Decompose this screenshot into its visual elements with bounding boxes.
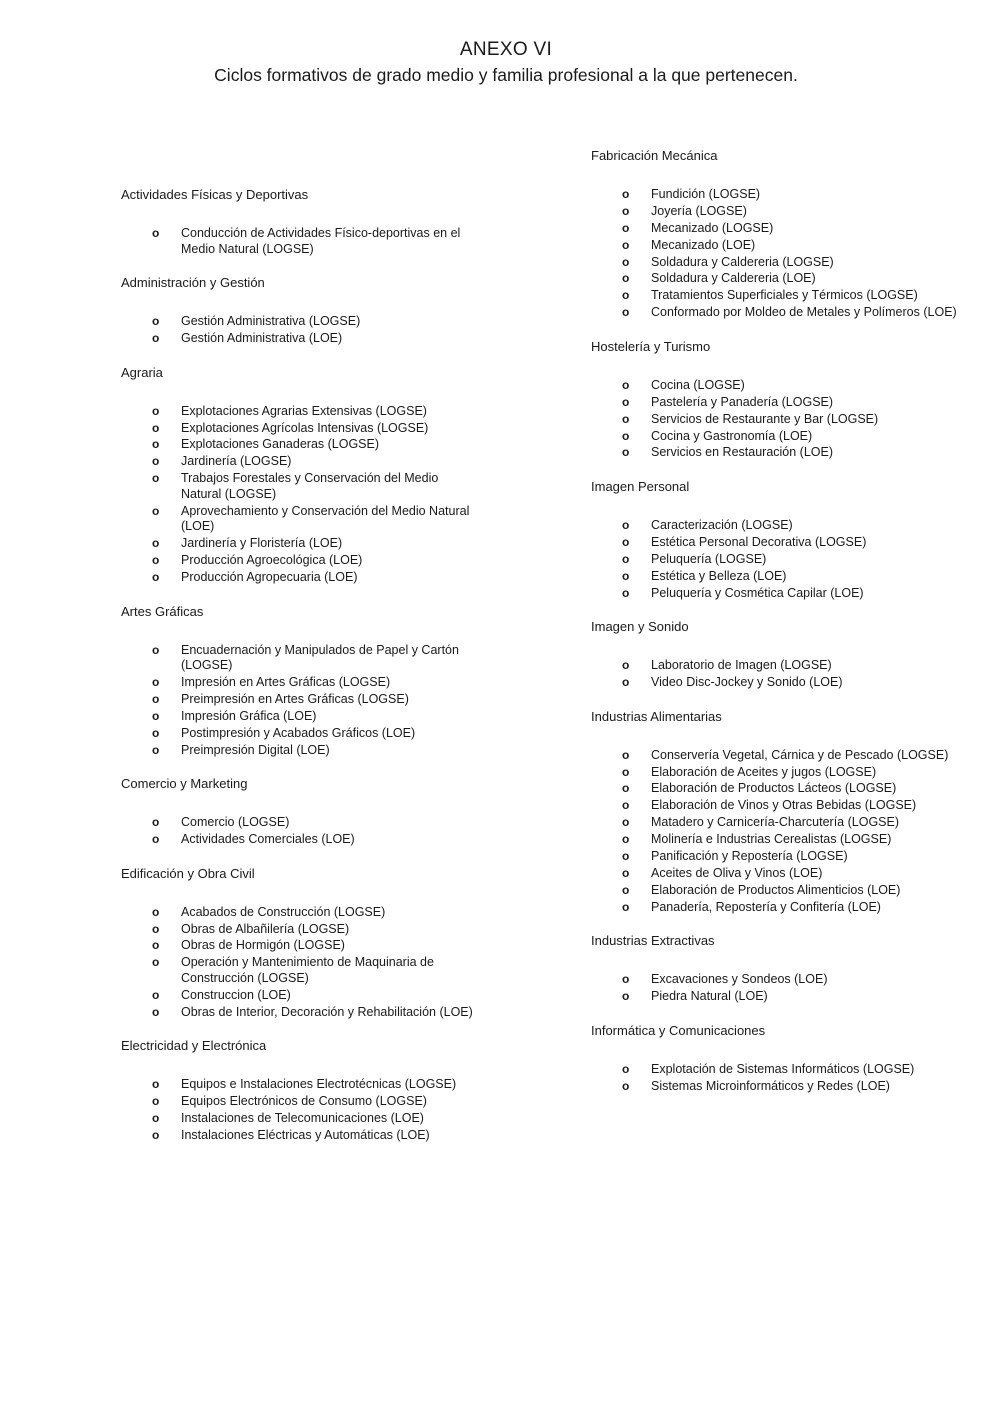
- family-section: [121, 865, 481, 1021]
- right-column: [591, 147, 971, 1111]
- list-item: [591, 255, 971, 271]
- family-heading: Comercio y Marketing: [121, 776, 248, 792]
- bullet-marker: o: [622, 781, 630, 796]
- list-item: [121, 471, 481, 502]
- cycle-list: [591, 748, 971, 916]
- list-item: [121, 1111, 481, 1127]
- bullet-marker: o: [622, 220, 630, 235]
- list-item: [591, 535, 971, 551]
- list-item: [121, 536, 481, 552]
- bullet-marker: o: [622, 865, 630, 880]
- cycle-name: Peluquería y Cosmética Capilar (LOE): [651, 585, 864, 600]
- list-item: [591, 187, 971, 203]
- cycle-list: [121, 905, 481, 1021]
- cycle-name: Gestión Administrativa (LOE): [181, 331, 343, 346]
- bullet-marker: o: [152, 708, 160, 723]
- family-heading: Administración y Gestión: [121, 275, 265, 291]
- bullet-marker: o: [622, 203, 630, 218]
- bullet-marker: o: [622, 798, 630, 813]
- cycle-name: Panadería, Repostería y Confitería (LOE): [651, 899, 881, 914]
- list-item: [121, 815, 481, 831]
- cycle-name: Joyería (LOGSE): [651, 203, 747, 218]
- bullet-marker: o: [622, 394, 630, 409]
- bullet-marker: o: [152, 955, 160, 970]
- list-item: [591, 305, 971, 321]
- list-item: [121, 504, 481, 535]
- list-item: [591, 781, 971, 797]
- list-item: [591, 586, 971, 602]
- bullet-marker: o: [622, 445, 630, 460]
- cycle-name: Actividades Comerciales (LOE): [181, 832, 355, 847]
- list-item: [591, 288, 971, 304]
- cycle-name: Aprovechamiento y Conservación del Medio Natural (LOE): [181, 503, 470, 534]
- family-section: [591, 932, 971, 1004]
- family-heading: Agraria: [121, 364, 163, 380]
- bullet-marker: o: [622, 899, 630, 914]
- bullet-marker: o: [152, 331, 160, 346]
- bullet-marker: o: [622, 187, 630, 201]
- list-item: [121, 905, 481, 921]
- bullet-marker: o: [622, 568, 630, 583]
- cycle-name: Estética y Belleza (LOE): [651, 568, 787, 583]
- document-header: [0, 38, 1000, 86]
- cycle-name: Producción Agroecológica (LOE): [181, 553, 363, 568]
- cycle-name: Caracterización (LOGSE): [651, 517, 793, 532]
- list-item: [591, 395, 971, 411]
- list-item: [591, 849, 971, 865]
- cycle-name: Piedra Natural (LOE): [651, 989, 768, 1004]
- list-item: [591, 429, 971, 445]
- list-item: [591, 765, 971, 781]
- cycle-name: Laboratorio de Imagen (LOGSE): [651, 658, 832, 673]
- cycle-name: Sistemas Microinformáticos y Redes (LOE): [651, 1078, 890, 1093]
- cycle-name: Instalaciones de Telecomunicaciones (LOE): [181, 1111, 424, 1126]
- bullet-marker: o: [152, 569, 160, 584]
- cycle-list: [591, 1062, 971, 1094]
- cycle-name: Molinería e Industrias Cerealistas (LOGSE): [651, 832, 892, 847]
- cycle-name: Video Disc-Jockey y Sonido (LOE): [651, 675, 843, 690]
- list-item: [591, 900, 971, 916]
- bullet-marker: o: [622, 271, 630, 286]
- family-section: [591, 708, 971, 916]
- cycle-name: Explotaciones Agrarias Extensivas (LOGSE): [181, 403, 427, 418]
- list-item: [591, 883, 971, 899]
- cycle-name: Preimpresión en Artes Gráficas (LOGSE): [181, 691, 409, 706]
- list-item: [591, 445, 971, 461]
- bullet-marker: o: [622, 848, 630, 863]
- bullet-marker: o: [152, 420, 160, 435]
- cycle-name: Explotaciones Ganaderas (LOGSE): [181, 437, 380, 452]
- cycle-name: Gestión Administrativa (LOGSE): [181, 314, 361, 329]
- bullet-marker: o: [152, 987, 160, 1002]
- list-item: [121, 743, 481, 759]
- list-item: [591, 221, 971, 237]
- cycle-name: Equipos Electrónicos de Consumo (LOGSE): [181, 1094, 427, 1109]
- cycle-name: Matadero y Carnicería-Charcutería (LOGSE): [651, 815, 900, 830]
- bullet-marker: o: [622, 832, 630, 847]
- bullet-marker: o: [622, 675, 630, 690]
- bullet-marker: o: [152, 815, 160, 830]
- cycle-list: [591, 658, 971, 690]
- list-item: [121, 692, 481, 708]
- cycle-name: Mecanizado (LOGSE): [651, 220, 774, 235]
- list-item: [121, 553, 481, 569]
- list-item: [591, 815, 971, 831]
- cycle-name: Conducción de Actividades Físico-deportivas en el Medio Natural (LOGSE): [181, 226, 461, 256]
- cycle-name: Pastelería y Panadería (LOGSE): [651, 394, 834, 409]
- cycle-list: [591, 378, 971, 461]
- bullet-marker: o: [152, 536, 160, 551]
- bullet-marker: o: [622, 972, 630, 987]
- bullet-marker: o: [152, 675, 160, 690]
- bullet-marker: o: [622, 305, 630, 320]
- family-section: [591, 338, 971, 461]
- bullet-marker: o: [622, 585, 630, 600]
- family-section: [121, 603, 481, 759]
- cycle-name: Cocina y Gastronomía (LOE): [651, 428, 813, 443]
- list-item: [591, 569, 971, 585]
- family-heading: Hostelería y Turismo: [591, 338, 711, 354]
- bullet-marker: o: [152, 1094, 160, 1109]
- cycle-list: [591, 187, 971, 321]
- family-heading: Edificación y Obra Civil: [121, 865, 255, 881]
- list-item: [591, 1079, 971, 1095]
- list-item: [121, 832, 481, 848]
- cycle-name: Impresión Gráfica (LOE): [181, 708, 317, 723]
- cycle-name: Elaboración de Vinos y Otras Bebidas (LOGSE): [651, 798, 917, 813]
- list-item: [121, 643, 481, 674]
- family-heading: Industrias Extractivas: [591, 933, 715, 949]
- bullet-marker: o: [622, 989, 630, 1004]
- page-subtitle: Ciclos formativos de grado medio y familia profesional a la que pertenecen.: [214, 65, 798, 85]
- list-item: [121, 955, 481, 986]
- bullet-marker: o: [622, 658, 630, 673]
- family-section: [121, 274, 481, 346]
- bullet-marker: o: [622, 411, 630, 426]
- list-item: [591, 989, 971, 1005]
- cycle-name: Explotación de Sistemas Informáticos (LOGSE): [651, 1061, 915, 1076]
- list-item: [121, 437, 481, 453]
- cycle-name: Elaboración de Productos Lácteos (LOGSE): [651, 781, 897, 796]
- bullet-marker: o: [152, 904, 160, 919]
- bullet-marker: o: [152, 226, 160, 240]
- cycle-name: Soldadura y Caldereria (LOGSE): [651, 254, 834, 269]
- cycle-name: Aceites de Oliva y Vinos (LOE): [651, 865, 823, 880]
- list-item: [121, 1128, 481, 1144]
- bullet-marker: o: [152, 403, 160, 418]
- cycle-name: Producción Agropecuaria (LOE): [181, 569, 358, 584]
- list-item: [591, 1062, 971, 1078]
- family-section: [591, 1022, 971, 1094]
- cycle-list: [591, 972, 971, 1004]
- cycle-name: Acabados de Construcción (LOGSE): [181, 904, 386, 919]
- cycle-name: Mecanizado (LOE): [651, 237, 756, 252]
- bullet-marker: o: [152, 725, 160, 740]
- bullet-marker: o: [152, 642, 160, 657]
- cycle-list: [121, 404, 481, 586]
- list-item: [591, 972, 971, 988]
- cycle-name: Elaboración de Aceites y jugos (LOGSE): [651, 764, 877, 779]
- cycle-list: [121, 226, 481, 257]
- bullet-marker: o: [622, 1061, 630, 1076]
- cycle-list: [591, 518, 971, 601]
- family-heading: Imagen y Sonido: [591, 619, 689, 635]
- list-item: [591, 412, 971, 428]
- cycle-name: Estética Personal Decorativa (LOGSE): [651, 534, 867, 549]
- list-item: [591, 832, 971, 848]
- list-item: [121, 454, 481, 470]
- cycle-name: Fundición (LOGSE): [651, 187, 761, 201]
- family-heading: Actividades Físicas y Deportivas: [121, 187, 309, 202]
- bullet-marker: o: [622, 534, 630, 549]
- bullet-marker: o: [152, 314, 160, 329]
- list-item: [121, 675, 481, 691]
- cycle-name: Panificación y Repostería (LOGSE): [651, 848, 848, 863]
- list-item: [121, 726, 481, 742]
- cycle-name: Jardinería (LOGSE): [181, 454, 292, 469]
- cycle-name: Obras de Hormigón (LOGSE): [181, 938, 345, 953]
- cycle-name: Postimpresión y Acabados Gráficos (LOE): [181, 725, 416, 740]
- cycle-list: [121, 815, 481, 847]
- family-heading: Industrias Alimentarias: [591, 708, 722, 724]
- family-section: [121, 1037, 481, 1143]
- list-item: [121, 314, 481, 330]
- list-item: [121, 922, 481, 938]
- list-item: [591, 658, 971, 674]
- bullet-marker: o: [622, 517, 630, 532]
- list-item: [121, 988, 481, 1004]
- cycle-name: Preimpresión Digital (LOE): [181, 742, 330, 757]
- list-item: [591, 866, 971, 882]
- bullet-marker: o: [622, 882, 630, 897]
- family-section: [121, 186, 481, 257]
- bullet-marker: o: [622, 428, 630, 443]
- bullet-marker: o: [152, 553, 160, 568]
- list-item: [591, 798, 971, 814]
- list-item: [591, 378, 971, 394]
- cycle-name: Cocina (LOGSE): [651, 377, 745, 392]
- bullet-marker: o: [622, 764, 630, 779]
- cycle-name: Servicios de Restaurante y Bar (LOGSE): [651, 411, 879, 426]
- family-section: [591, 147, 971, 321]
- family-section: [121, 775, 481, 847]
- cycle-name: Encuadernación y Manipulados de Papel y Cartón (LOGSE): [181, 642, 459, 673]
- bullet-marker: o: [152, 1111, 160, 1126]
- cycle-name: Impresión en Artes Gráficas (LOGSE): [181, 675, 391, 690]
- bullet-marker: o: [152, 938, 160, 953]
- list-item: [121, 421, 481, 437]
- bullet-marker: o: [622, 288, 630, 303]
- list-item: [591, 271, 971, 287]
- family-heading: Electricidad y Electrónica: [121, 1038, 267, 1054]
- list-item: [591, 748, 971, 764]
- bullet-marker: o: [152, 471, 160, 486]
- bullet-marker: o: [152, 742, 160, 757]
- bullet-marker: o: [152, 832, 160, 847]
- cycle-name: Obras de Albañilería (LOGSE): [181, 921, 350, 936]
- cycle-name: Jardinería y Floristería (LOE): [181, 536, 343, 551]
- page-title: ANEXO VI: [459, 39, 553, 60]
- family-section: [121, 364, 481, 586]
- cycle-list: [121, 643, 481, 759]
- cycle-name: Elaboración de Productos Alimenticios (LOE): [651, 882, 901, 897]
- cycle-list: [121, 314, 481, 346]
- list-item: [591, 675, 971, 691]
- bullet-marker: o: [152, 691, 160, 706]
- list-item: [121, 1094, 481, 1110]
- family-heading: Imagen Personal: [591, 478, 690, 494]
- bullet-marker: o: [622, 237, 630, 252]
- list-item: [121, 331, 481, 347]
- cycle-name: Instalaciones Eléctricas y Automáticas (LOE): [181, 1128, 430, 1143]
- list-item: [121, 404, 481, 420]
- cycle-name: Excavaciones y Sondeos (LOE): [651, 972, 828, 987]
- list-item: [121, 938, 481, 954]
- bullet-marker: o: [152, 437, 160, 452]
- bullet-marker: o: [622, 747, 630, 762]
- cycle-name: Conservería Vegetal, Cárnica y de Pescado (LOGSE): [651, 747, 949, 762]
- family-heading: Artes Gráficas: [121, 603, 204, 619]
- family-section: [591, 478, 971, 601]
- list-item: [121, 226, 481, 257]
- list-item: [121, 1005, 481, 1021]
- cycle-name: Construccion (LOE): [181, 987, 291, 1002]
- family-heading: Fabricación Mecánica: [591, 148, 718, 163]
- cycle-name: Obras de Interior, Decoración y Rehabilitación (LOE): [181, 1004, 473, 1019]
- list-item: [591, 518, 971, 534]
- bullet-marker: o: [622, 551, 630, 566]
- cycle-name: Servicios en Restauración (LOE): [651, 445, 834, 460]
- cycle-list: [121, 1077, 481, 1143]
- cycle-name: Peluquería (LOGSE): [651, 551, 767, 566]
- left-column: [121, 186, 481, 1161]
- cycle-name: Conformado por Moldeo de Metales y Polímeros (LOE): [651, 305, 957, 320]
- bullet-marker: o: [152, 454, 160, 469]
- list-item: [591, 552, 971, 568]
- list-item: [591, 238, 971, 254]
- bullet-marker: o: [622, 377, 630, 392]
- bullet-marker: o: [152, 503, 160, 518]
- bullet-marker: o: [622, 815, 630, 830]
- bullet-marker: o: [152, 1004, 160, 1019]
- cycle-name: Explotaciones Agrícolas Intensivas (LOGSE): [181, 420, 429, 435]
- cycle-name: Operación y Mantenimiento de Maquinaria de Construcción (LOGSE): [181, 955, 434, 985]
- list-item: [121, 570, 481, 586]
- cycle-name: Equipos e Instalaciones Electrotécnicas (LOGSE): [181, 1077, 457, 1092]
- family-heading: Informática y Comunicaciones: [591, 1022, 766, 1038]
- cycle-name: Tratamientos Superficiales y Térmicos (LOGSE): [651, 288, 918, 303]
- bullet-marker: o: [622, 1078, 630, 1093]
- list-item: [121, 1077, 481, 1093]
- bullet-marker: o: [622, 254, 630, 269]
- family-section: [591, 618, 971, 690]
- cycle-name: Soldadura y Caldereria (LOE): [651, 271, 816, 286]
- bullet-marker: o: [152, 921, 160, 936]
- cycle-name: Trabajos Forestales y Conservación del Medio Natural (LOGSE): [181, 471, 439, 501]
- cycle-name: Comercio (LOGSE): [181, 815, 290, 830]
- list-item: [591, 204, 971, 220]
- list-item: [121, 709, 481, 725]
- bullet-marker: o: [152, 1077, 160, 1092]
- bullet-marker: o: [152, 1128, 160, 1143]
